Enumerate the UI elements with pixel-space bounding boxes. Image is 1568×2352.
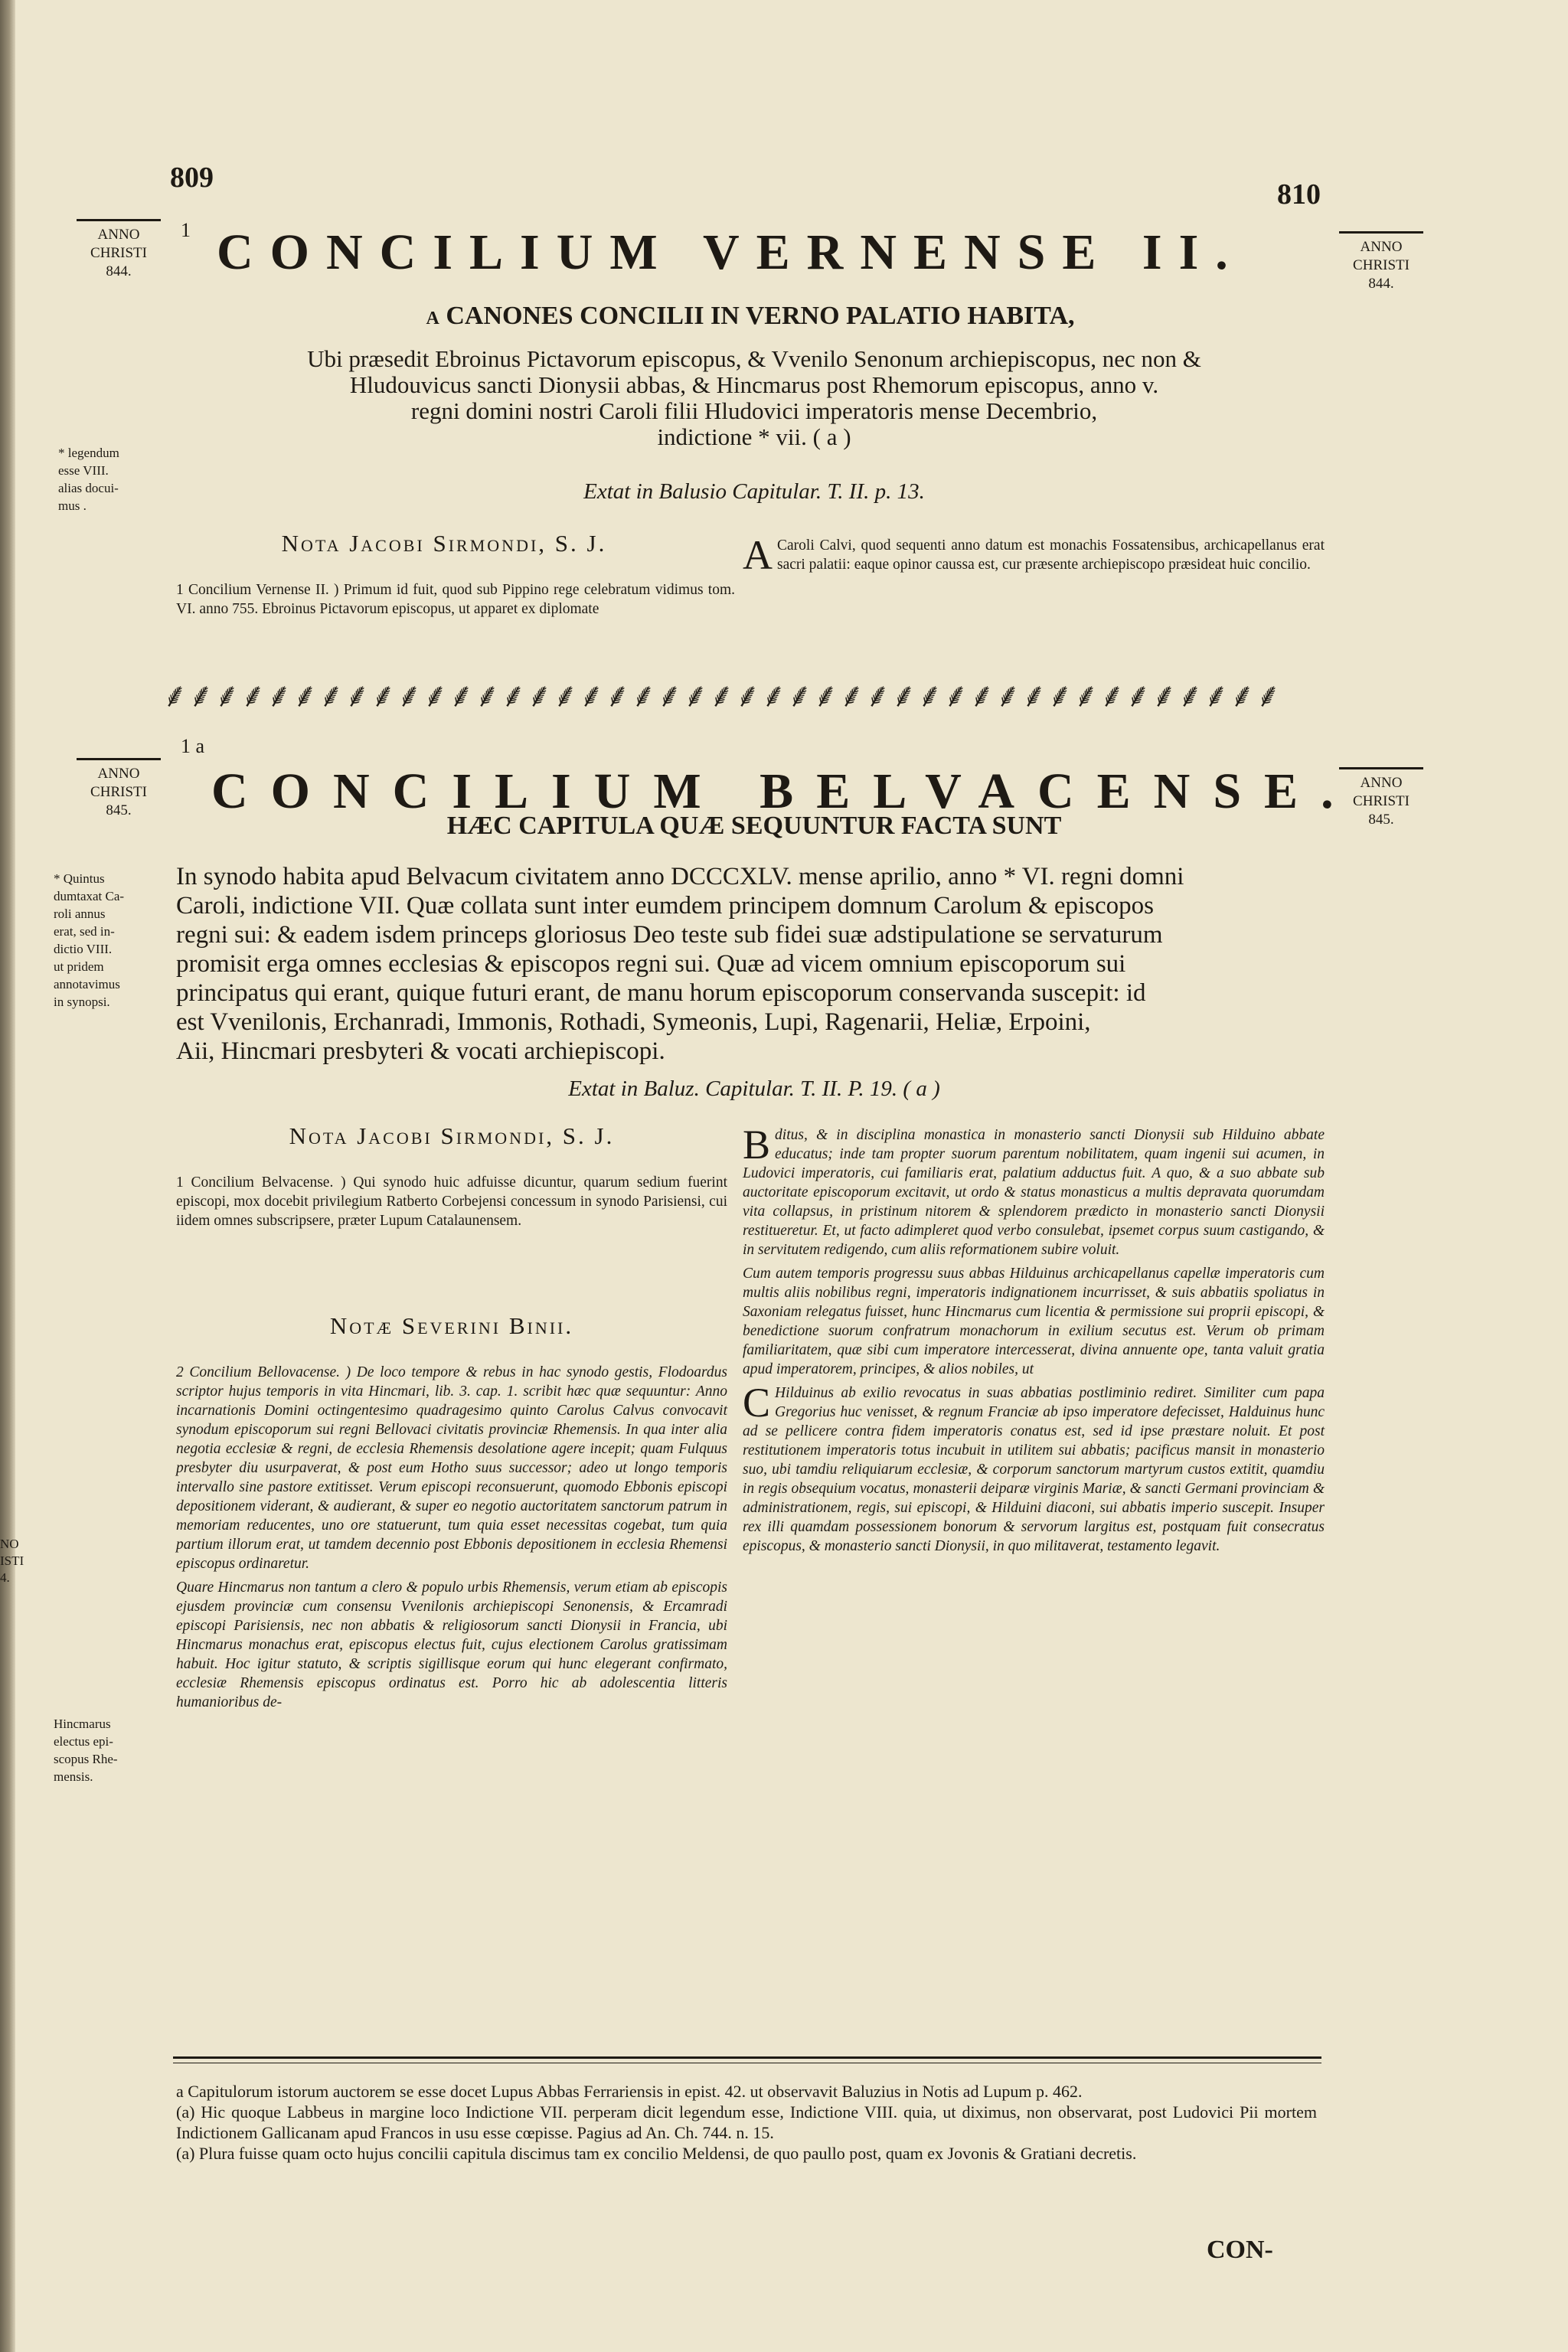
council1-title: CONCILIUM VERNENSE II.	[217, 224, 1245, 280]
council2-nota-heading: Nota Jacobi Sirmondi, S. J.	[289, 1122, 615, 1149]
margin-anno-right-1: ANNO CHRISTI 844.	[1328, 231, 1435, 293]
footnote-a: a Capitulorum istorum auctorem se esse docet Lupus Abbas Ferrariensis in epist. 42. ut observavit Baluzius in Notis ad Lupum p. 462.	[176, 2082, 1083, 2101]
council1-extat: Extat in Balusio Capitular. T. II. p. 13.	[583, 479, 925, 504]
margin-note-quintus: * Quintus dumtaxat Ca- roli annus erat, sed in- dictio VIII. ut pridem annotavimus in synopsi.	[54, 871, 125, 1009]
margin-anno-right-2: ANNO CHRISTI 845.	[1328, 767, 1435, 829]
binii-paragraph-2: Quare Hincmarus non tantum a clero & populo urbis Rhemensis, verum etiam ab episcopis ejusdem provinciæ cum consensu Vvenilonis archiepiscopi Senonensis, & Ercamradi episcopi Parisiensis, nec non abbatis & religiosorum sancti Dionysii in Francia, ubi Hincmarus monachus erat, episcopus electus fuit, cujus electionem Carolus gratissimam habuit. Hoc igitur statuto, & scriptis sigillisque eorum qui hunc elegerant confirmato, ecclesiæ Rhemensis episcopus ordinatus est. Porro hic ab adolescentia litteris humanioribus de-	[176, 1579, 727, 1710]
binii-column	[176, 1363, 727, 1717]
margin-note-hincmarus: Hincmarus electus epi- scopus Rhe- mensis.	[54, 1717, 118, 1784]
book-binding-shadow	[0, 0, 15, 2352]
council1-subtitle: a CANONES CONCILII IN VERNO PALATIO HABITA,	[426, 302, 1075, 330]
footnote-plura: (a) Plura fuisse quam octo hujus concilii capitula discimus tam ex concilio Meldensi, de quo paullo post, quam ex Jovonis & Gratiani decretis.	[176, 2144, 1137, 2163]
council1-nota-heading: Nota Jacobi Sirmondi, S. J.	[281, 530, 607, 557]
council2-nota-text: 1 Concilium Belvacense. ) Qui synodo huic adfuisse dicuntur, quarum sedium fuerint episcopi, mox docebit privilegium Ratberto Corbejensi concessum in synodo Parisiensi, cui iidem omnes subscripsere, præter Lupum Catalaunensem.	[176, 1174, 727, 1229]
council2-marker: 1 a	[181, 735, 205, 757]
binii-paragraph-1: 2 Concilium Bellovacense. ) De loco tempore & rebus in hac synodo gestis, Flodoardus scriptor hujus temporis in vita Hincmari, lib. 3. cap. 1. scribit hæc quæ sequuntur: Anno incarnationis Domini octingentesimo quadragesimo quinto Carolus Calvus convocavit synodum episcoporum sui regni Bellovaci civitatis provinciæ Rhemensis. In qua inter alia negotia ecclesiæ & regni, de ecclesia Rhemensis desolatione agere incepit; quam Fulquus presbyter diu usurpaverat, & post eum Hotho suus successor; adeo ut longo temporis intervallo sine pastore extitisset. Verum episcopi reconsuerunt, quomodo Ebbonis episcopi depositionem viderant, & audierant, & super eo negotio auctoritatem sanctorum patrum in memoriam reducentes, uno ore statuerunt, tum quia esset necessitas cogebat, tum quia partium illorum erat, ut tamdem decennio post Ebbonis depositionem in ecclesia Rhemensi episcopus ordinaretur.	[176, 1364, 727, 1572]
ornament-band: ⸙⸙⸙⸙⸙⸙⸙⸙⸙⸙⸙⸙⸙⸙⸙⸙⸙⸙⸙⸙⸙⸙⸙⸙⸙⸙⸙⸙⸙⸙⸙⸙⸙⸙⸙⸙⸙⸙⸙⸙⸙⸙⸙	[162, 677, 1282, 714]
council2-title-row	[181, 735, 1357, 821]
right-paragraph-1: Bditus, & in disciplina monastica in monasterio sancti Dionysii sub Hilduino abbate educatus; inde tam propter suorum parentum nobilitatem, quam ingenii sui acumen, in Ludovici imperatoris, cui familiaris erat, palatium adductus fuit. A quo, & a suo abbate sub auctoritate episcoporum excitavit, ut ordo & status monasticus a multis depravata quorumdam vita collapsus, in pristinum nitorem & splendorem prædicto in monasterio sancti Dionysii restitueretur. Et, ut facto adimpleret quod verbo consulebat, ipsemet corpus suum castigando, & in servitutem redigendo, cum aliis reformationem subire voluit.	[743, 1122, 1325, 1258]
right-column	[743, 1122, 1325, 1560]
margin-anno-left-1: ANNO CHRISTI 844.	[65, 219, 172, 281]
notae-binii-heading: Notæ Severini Binii.	[329, 1312, 574, 1339]
council1-intro: Ubi præsedit Ebroinus Pictavorum episcopus, & Vvenilo Senonum archiepiscopus, nec non & Hludouvicus sancti Dionysii abbas, & Hincmarus post Rhemorum episcopus, anno v. regni domini nostri Caroli filii Hludovici imperatoris mense Decembrio, indictione * vii. ( a )	[307, 345, 1201, 450]
council1-nota-left: 1 Concilium Vernense II. ) Primum id fuit, quod sub Pippino rege celebratum vidimus tom. VI. anno 755. Ebroinus Pictavorum episcopus, ut apparet ex diplomate	[176, 582, 735, 617]
council2-subtitle: HÆC CAPITULA QUÆ SEQUUNTUR FACTA SUNT	[446, 812, 1062, 840]
council1-marker: 1	[181, 219, 191, 241]
right-paragraph-3: C Hilduinus ab exilio revocatus in suas abbatias postliminio rediret. Similiter cum papa Gregorius huc venisset, & regnum Franciæ ab ipso imperatore defecisset, Halduinus hunc ad se pellicere contra fidem imperatoris conatus est, sed id ipse præstare noluit. Et post restitutionem imperatoris totus incubuit in utilitem sui abbatis; pacificus mansit in monasterio suo, ubi tamdiu reliquiarum ecclesiæ, & corporum sanctorum martyrum custos extitit, quamdiu in regis obsequium vocatus, monasterii deiparæ virginis Mariæ, & sancti Germani provinciam & administrationem, regis, sui episcopi, & Hilduini diaconi, sui abbatis imperio suscepit. Insuper rex illi quamdam possessionem bonorum & servorum largitus est, postquam fuit consecratus episcopus, & monasterio sancti Dionysii, in quo militaverat, testamento legavit.	[743, 1380, 1325, 1554]
council2-body: In synodo habita apud Belvacum civitatem anno DCCCXLV. mense aprilio, anno * VI. regni domni Caroli, indictione VII. Quæ collata sunt inter eumdem principem domnum Carolum & episcopos regni sui: & eadem isdem princeps gloriosus Deo teste sub fidei suæ adstipulatione se servaturum promisit erga omnes ecclesias & episcopos regni sui. Quæ ad vicem omnium episcoporum sui principatus qui erant, quique futuri erant, de manu horum episcoporum conservanda suscepit: id est Vvenilonis, Erchanradi, Immonis, Rothadi, Symeonis, Lupi, Ragenarii, Heliæ, Erpoini, Aii, Hincmari presbyteri & vocati archiepiscopi.	[176, 863, 1184, 1065]
council1-title-row	[181, 219, 1314, 282]
margin-anno-left-2: ANNO CHRISTI 845.	[65, 758, 172, 820]
page-number-right: 810	[1277, 178, 1321, 211]
council2-title: CONCILIUM BELVACENSE.	[211, 763, 1357, 819]
margin-note-legendum: * legendum esse VIII. alias docui- mus .	[58, 446, 119, 513]
footnote-labbeus: (a) Hic quoque Labbeus in margine loco Indictione VII. perperam dicit legendum esse, Indictione VIII. quia, ut diximus, non observarat, post Ludovici Pii mortem Indictionem Gallicanam apud Francos in usu esse cœpisse. Pagius ad An. Ch. 744. n. 15.	[176, 2102, 1317, 2142]
footnotes	[176, 2081, 1317, 2164]
footnote-rule	[173, 2056, 1321, 2059]
catchword: CON-	[1207, 2236, 1273, 2264]
margin-anno-edge: NO ISTI 4.	[0, 1537, 24, 1585]
council1-nota-right: A Caroli Calvi, quod sequenti anno datum est monachis Fossatensibus, archicapellanus erat sacri palatii: eaque opinor caussa est, cur præsente archiepiscopo præsideat huic concilio.	[743, 532, 1325, 578]
council2-extat: Extat in Baluz. Capitular. T. II. P. 19. ( a )	[568, 1076, 940, 1101]
right-paragraph-2: Cum autem temporis progressu suus abbas Hilduinus archicapellanus capellæ imperatoris cum multis aliis nobilibus regni, imperatoris indignationem incurrisset, & suis abbatiis spoliatus in Saxoniam relegatus fuisset, hunc Hincmarus cum licentia & permissione sui proprii episcopi, & benedictione suorum confratrum monachorum in exilium secutus est. Verum ob primam familiaritatem, quæ sibi cum imperatore intercesserat, divina annuente ope, tanta valuit gratia apud imperatorem, principes, & alios nobiles, ut	[743, 1266, 1325, 1377]
page-number-left: 809	[170, 162, 214, 194]
